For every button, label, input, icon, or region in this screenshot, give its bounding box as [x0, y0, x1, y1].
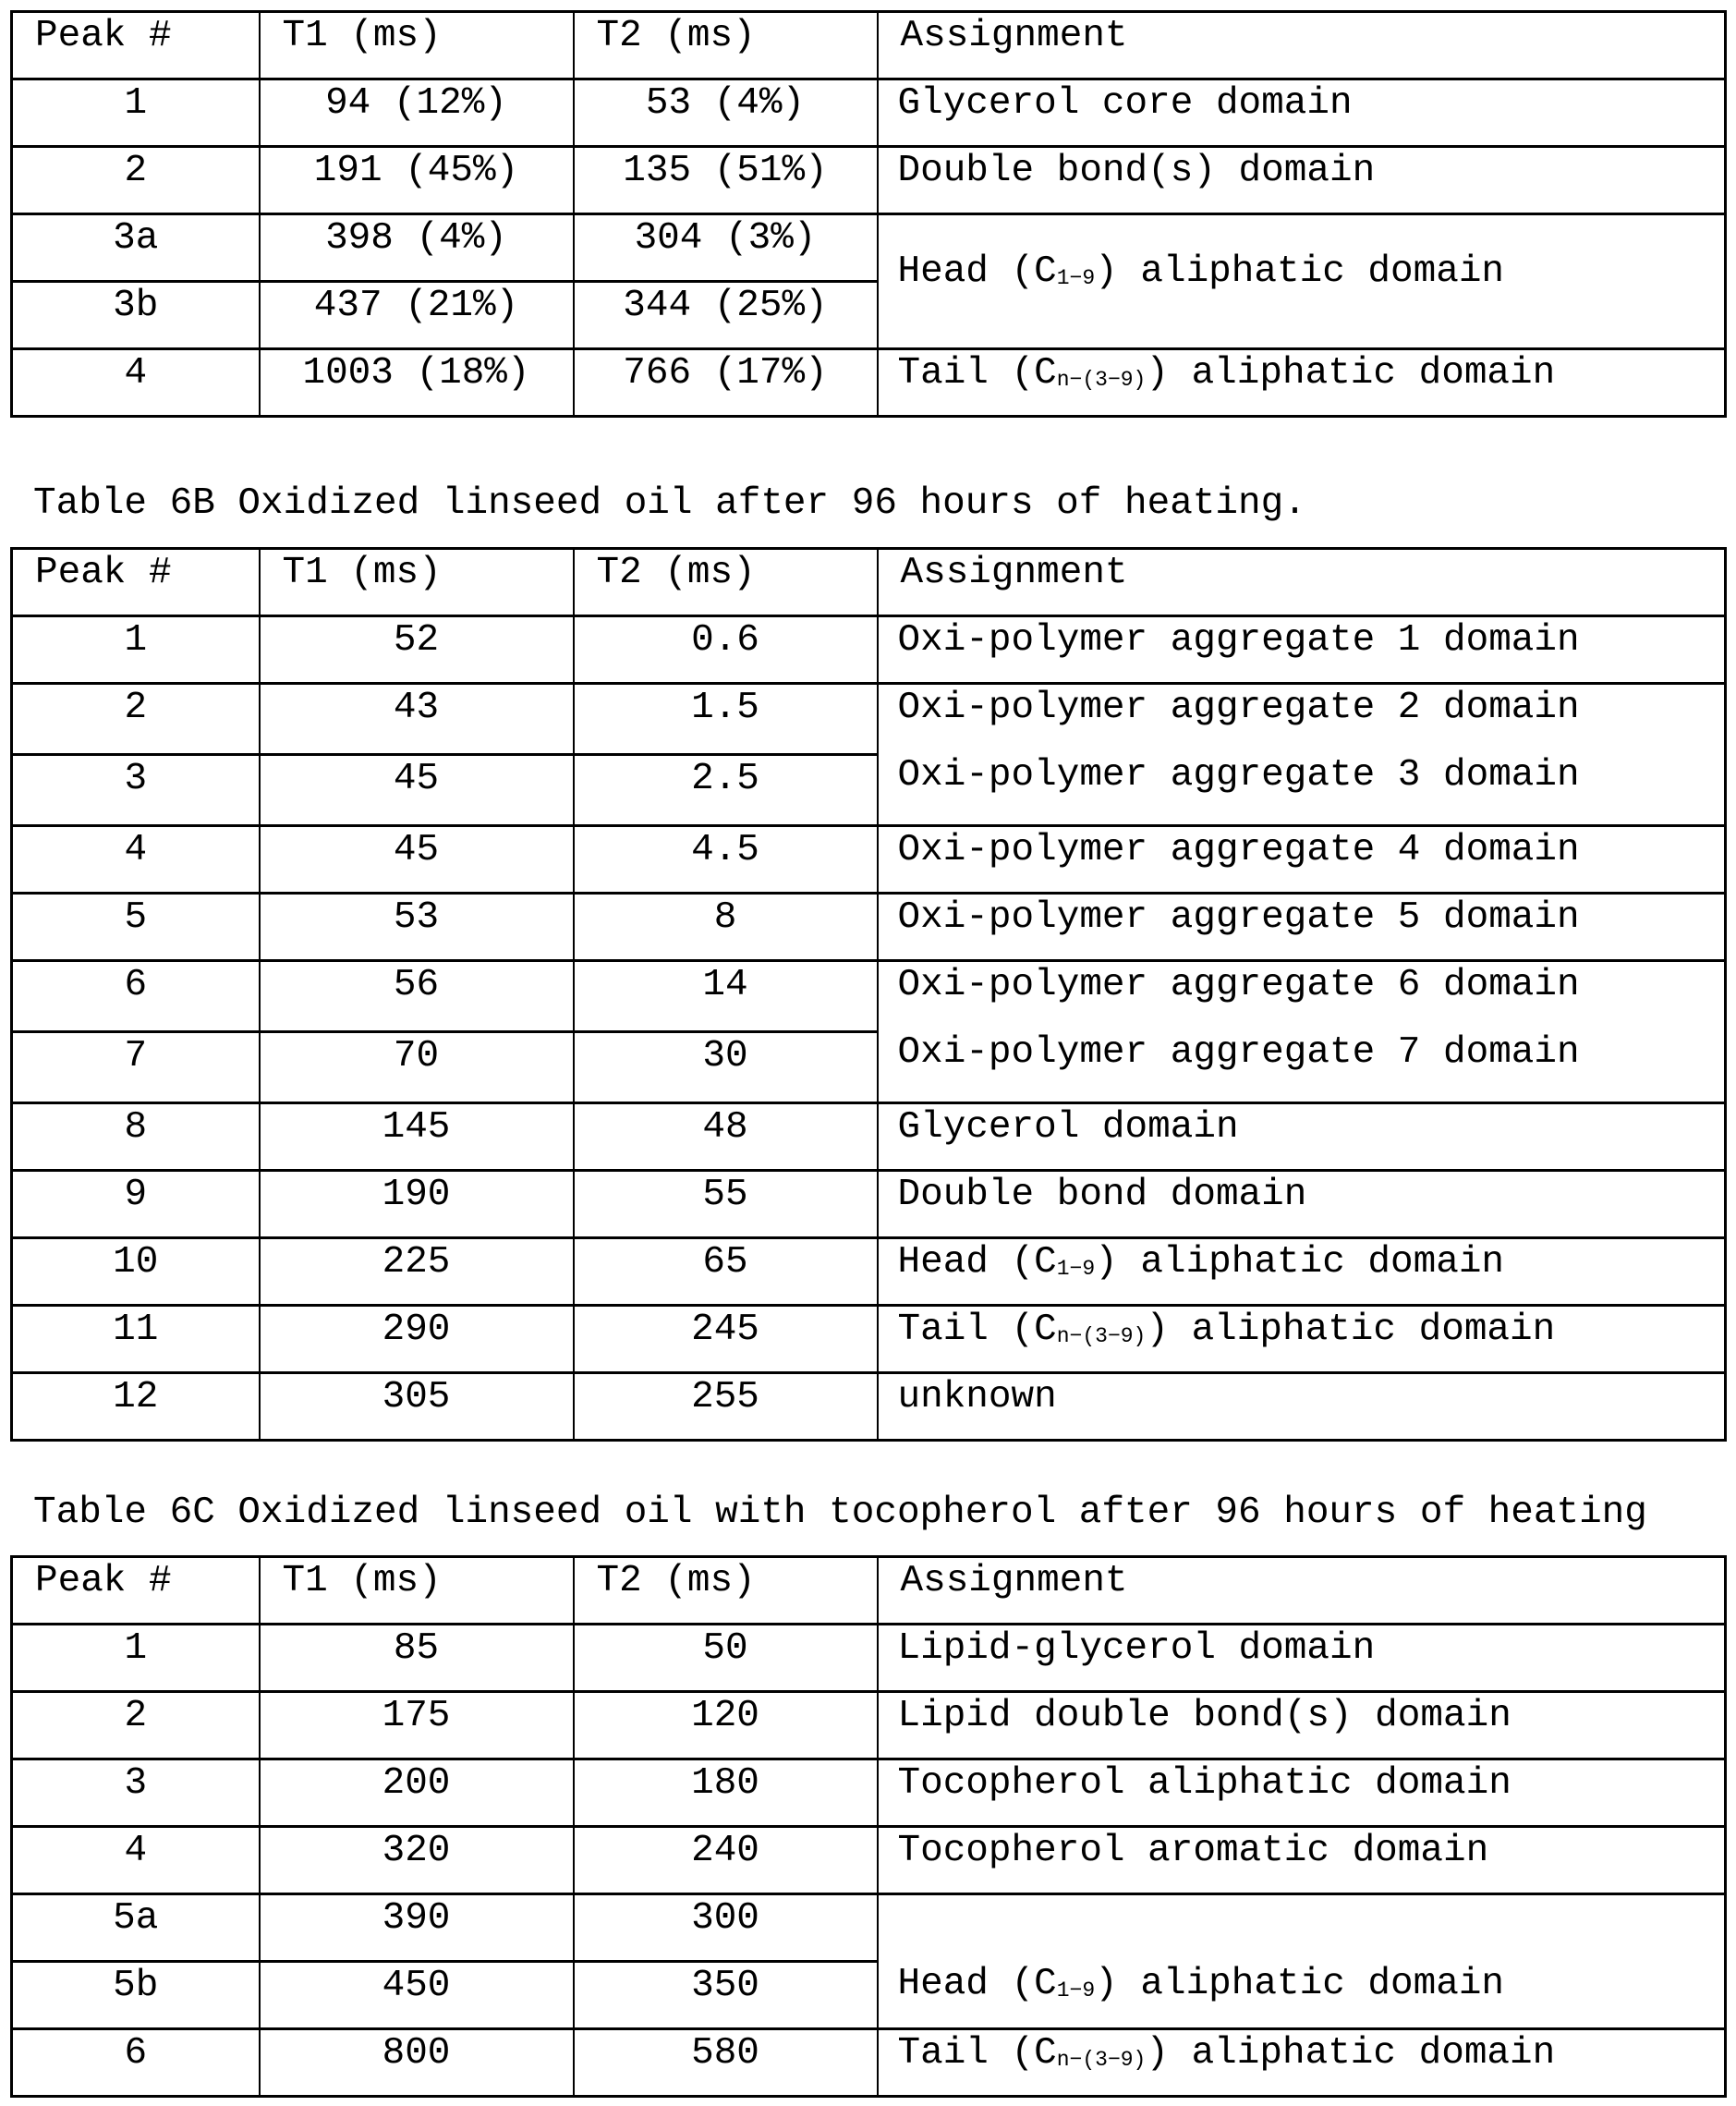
cell-t1: 94 (12%)	[260, 79, 574, 147]
cell-t1: 45	[260, 826, 574, 894]
cell-assignment: Lipid-glycerol domain	[878, 1625, 1726, 1692]
assignment-line: Oxi-polymer aggregate 7 domain	[897, 1031, 1580, 1074]
header-t2: T2 (ms)	[574, 549, 878, 616]
table-6b-caption: Table 6B Oxidized linseed oil after 96 hours of heating.	[33, 482, 1306, 525]
table-row	[12, 1373, 1726, 1441]
cell-peak: 12	[12, 1373, 260, 1441]
table-row	[12, 894, 1726, 961]
header-row	[12, 12, 1726, 79]
cell-t2: 14	[574, 961, 878, 1032]
assignment-line: Oxi-polymer aggregate 2 domain	[897, 687, 1580, 729]
cell-t2: 48	[574, 1103, 878, 1171]
cell-t1: 390	[260, 1894, 574, 1962]
cell-t1: 56	[260, 961, 574, 1032]
cell-peak: 3	[12, 755, 260, 826]
cell-t1: 191 (45%)	[260, 147, 574, 214]
table-row	[12, 349, 1726, 417]
cell-t2: 0.6	[574, 616, 878, 684]
assignment-line: Oxi-polymer aggregate 3 domain	[897, 754, 1580, 797]
header-peak: Peak #	[12, 1557, 260, 1625]
cell-assignment: unknown	[878, 1373, 1726, 1441]
cell-t2: 350	[574, 1962, 878, 2029]
table-row	[12, 1171, 1726, 1238]
cell-t1: 45	[260, 755, 574, 826]
relaxation-table-fresh	[10, 10, 1727, 418]
cell-assignment: Tail (Cn−(3−9)) aliphatic domain	[878, 1306, 1726, 1373]
cell-t1: 290	[260, 1306, 574, 1373]
cell-t2: 53 (4%)	[574, 79, 878, 147]
assignment-line: Oxi-polymer aggregate 6 domain	[897, 964, 1580, 1006]
header-peak: Peak #	[12, 549, 260, 616]
table-row	[12, 961, 1726, 1032]
cell-assignment: Tail (Cn−(3−9)) aliphatic domain	[878, 2029, 1726, 2097]
subscript: n−(3−9)	[1056, 2047, 1147, 2072]
cell-peak: 6	[12, 2029, 260, 2097]
header-row	[12, 1557, 1726, 1625]
cell-t2: 180	[574, 1759, 878, 1827]
table-row	[12, 1827, 1726, 1894]
cell-peak: 3b	[12, 282, 260, 349]
table-row	[12, 616, 1726, 684]
cell-assignment: Oxi-polymer aggregate 4 domain	[878, 826, 1726, 894]
table-row	[12, 214, 1726, 282]
subscript: 1−9	[1056, 1256, 1096, 1281]
cell-peak: 1	[12, 79, 260, 147]
cell-t1: 398 (4%)	[260, 214, 574, 282]
cell-t2: 30	[574, 1032, 878, 1103]
cell-t2: 344 (25%)	[574, 282, 878, 349]
cell-peak: 2	[12, 147, 260, 214]
subscript: n−(3−9)	[1056, 1323, 1147, 1348]
cell-t2: 304 (3%)	[574, 214, 878, 282]
header-assignment: Assignment	[878, 12, 1726, 79]
cell-assignment: Double bond domain	[878, 1171, 1726, 1238]
cell-t1: 437 (21%)	[260, 282, 574, 349]
cell-peak: 4	[12, 826, 260, 894]
cell-assignment-merged: Head (C1−9) aliphatic domain	[878, 214, 1726, 349]
cell-t1: 70	[260, 1032, 574, 1103]
table-row	[12, 826, 1726, 894]
cell-peak: 3	[12, 1759, 260, 1827]
cell-peak: 1	[12, 1625, 260, 1692]
table-row	[12, 684, 1726, 755]
cell-t1: 800	[260, 2029, 574, 2097]
relaxation-table-6b	[10, 547, 1727, 1442]
table-row	[12, 1103, 1726, 1171]
cell-peak: 5	[12, 894, 260, 961]
cell-assignment-merged: Head (C1−9) aliphatic domain	[878, 1894, 1726, 2029]
header-peak: Peak #	[12, 12, 260, 79]
cell-t1: 175	[260, 1692, 574, 1759]
cell-assignment: Tocopherol aromatic domain	[878, 1827, 1726, 1894]
subscript: 1−9	[1056, 1978, 1096, 2003]
cell-assignment: Head (C1−9) aliphatic domain	[878, 1238, 1726, 1306]
cell-peak: 4	[12, 1827, 260, 1894]
cell-t1: 190	[260, 1171, 574, 1238]
header-t1: T1 (ms)	[260, 12, 574, 79]
table-row	[12, 147, 1726, 214]
cell-t2: 50	[574, 1625, 878, 1692]
table-row	[12, 1692, 1726, 1759]
cell-t1: 320	[260, 1827, 574, 1894]
cell-peak: 1	[12, 616, 260, 684]
table-6c-caption: Table 6C Oxidized linseed oil with tocopherol after 96 hours of heating	[33, 1491, 1647, 1534]
cell-peak: 4	[12, 349, 260, 417]
cell-t1: 85	[260, 1625, 574, 1692]
table-row	[12, 1306, 1726, 1373]
relaxation-table-6c	[10, 1555, 1727, 2098]
table-row	[12, 2029, 1726, 2097]
cell-t1: 200	[260, 1759, 574, 1827]
header-t2: T2 (ms)	[574, 1557, 878, 1625]
cell-assignment: Oxi-polymer aggregate 5 domain	[878, 894, 1726, 961]
cell-t1: 225	[260, 1238, 574, 1306]
cell-t2: 245	[574, 1306, 878, 1373]
cell-peak: 5a	[12, 1894, 260, 1962]
table-row	[12, 1625, 1726, 1692]
cell-t2: 240	[574, 1827, 878, 1894]
cell-assignment: Oxi-polymer aggregate 1 domain	[878, 616, 1726, 684]
cell-assignment: Tocopherol aliphatic domain	[878, 1759, 1726, 1827]
subscript: n−(3−9)	[1056, 367, 1147, 392]
cell-t2: 55	[574, 1171, 878, 1238]
cell-t1: 53	[260, 894, 574, 961]
cell-t1: 1003 (18%)	[260, 349, 574, 417]
cell-t2: 120	[574, 1692, 878, 1759]
header-assignment: Assignment	[878, 549, 1726, 616]
cell-peak: 11	[12, 1306, 260, 1373]
cell-assignment: Glycerol domain	[878, 1103, 1726, 1171]
cell-peak: 5b	[12, 1962, 260, 2029]
header-row	[12, 549, 1726, 616]
cell-t2: 255	[574, 1373, 878, 1441]
cell-t1: 43	[260, 684, 574, 755]
cell-t1: 145	[260, 1103, 574, 1171]
cell-peak: 9	[12, 1171, 260, 1238]
cell-t1: 305	[260, 1373, 574, 1441]
cell-t2: 135 (51%)	[574, 147, 878, 214]
cell-peak: 10	[12, 1238, 260, 1306]
cell-t1: 450	[260, 1962, 574, 2029]
header-t1: T1 (ms)	[260, 549, 574, 616]
cell-peak: 6	[12, 961, 260, 1032]
cell-t2: 2.5	[574, 755, 878, 826]
table-row	[12, 79, 1726, 147]
cell-assignment: Glycerol core domain	[878, 79, 1726, 147]
cell-t2: 766 (17%)	[574, 349, 878, 417]
table-row	[12, 1238, 1726, 1306]
header-assignment: Assignment	[878, 1557, 1726, 1625]
cell-assignment-merged	[878, 961, 1726, 1103]
subscript: 1−9	[1056, 265, 1096, 290]
cell-t2: 580	[574, 2029, 878, 2097]
cell-t2: 4.5	[574, 826, 878, 894]
cell-peak: 7	[12, 1032, 260, 1103]
cell-t2: 65	[574, 1238, 878, 1306]
cell-t2: 300	[574, 1894, 878, 1962]
table-row	[12, 1759, 1726, 1827]
cell-assignment: Double bond(s) domain	[878, 147, 1726, 214]
cell-t2: 1.5	[574, 684, 878, 755]
cell-peak: 3a	[12, 214, 260, 282]
table-row	[12, 1894, 1726, 1962]
cell-peak: 2	[12, 684, 260, 755]
cell-t1: 52	[260, 616, 574, 684]
cell-assignment: Lipid double bond(s) domain	[878, 1692, 1726, 1759]
cell-t2: 8	[574, 894, 878, 961]
cell-peak: 8	[12, 1103, 260, 1171]
cell-assignment-merged	[878, 684, 1726, 826]
header-t2: T2 (ms)	[574, 12, 878, 79]
header-t1: T1 (ms)	[260, 1557, 574, 1625]
cell-peak: 2	[12, 1692, 260, 1759]
cell-assignment: Tail (Cn−(3−9)) aliphatic domain	[878, 349, 1726, 417]
